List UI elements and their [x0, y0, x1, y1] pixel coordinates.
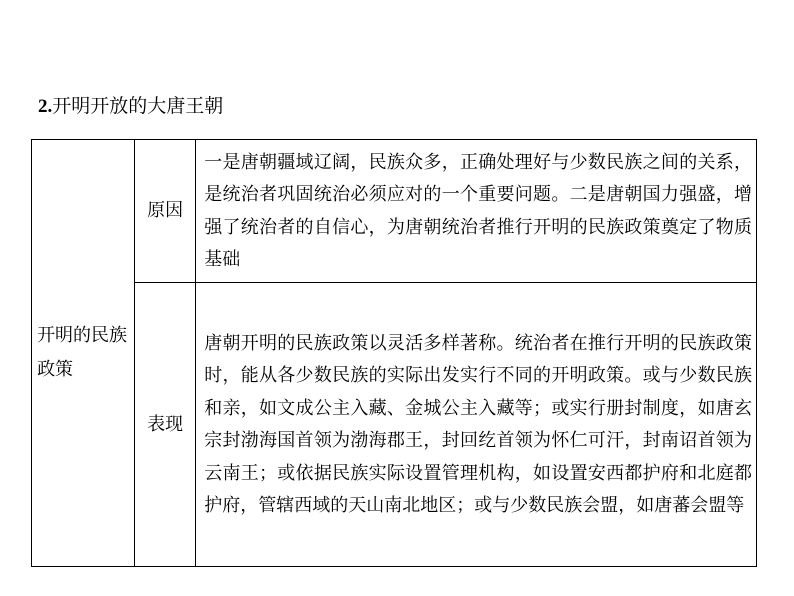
topic-cell [32, 140, 135, 567]
section-number: 2. [38, 96, 53, 117]
section-heading [38, 94, 223, 119]
aspect-cell-reason: 原因 [135, 140, 196, 283]
section-title: 开明开放的大唐王朝 [52, 95, 224, 117]
aspect-cell-performance: 表现 [135, 283, 196, 567]
policy-table [31, 139, 757, 567]
content-cell-performance: 唐朝开明的民族政策以灵活多样著称。统治者在推行开明的民族政策时，能从各少数民族的实际出发实行不同的开明政策。或与少数民族和亲，如文成公主入藏、金城公主入藏等；或实行册封制度，如唐玄宗封渤海国首领为渤海郡王，封回纥首领为怀仁可汗，封南诏首领为云南王；或依据民族实际设置管理机构，如设置安西都护府和北庭都护府，管辖西域的天山南北地区；或与少数民族会盟，如唐蕃会盟等 [196, 283, 757, 567]
content-cell-reason: 一是唐朝疆域辽阔，民族众多，正确处理好与少数民族之间的关系，是统治者巩固统治必须应对的一个重要问题。二是唐朝国力强盛，增强了统治者的自信心，为唐朝统治者推行开明的民族政策奠定了物质基础 [196, 140, 757, 283]
table-row-reason [32, 140, 757, 283]
table-row-performance [32, 283, 757, 567]
topic-label: 开明的民族政策 [37, 325, 128, 380]
